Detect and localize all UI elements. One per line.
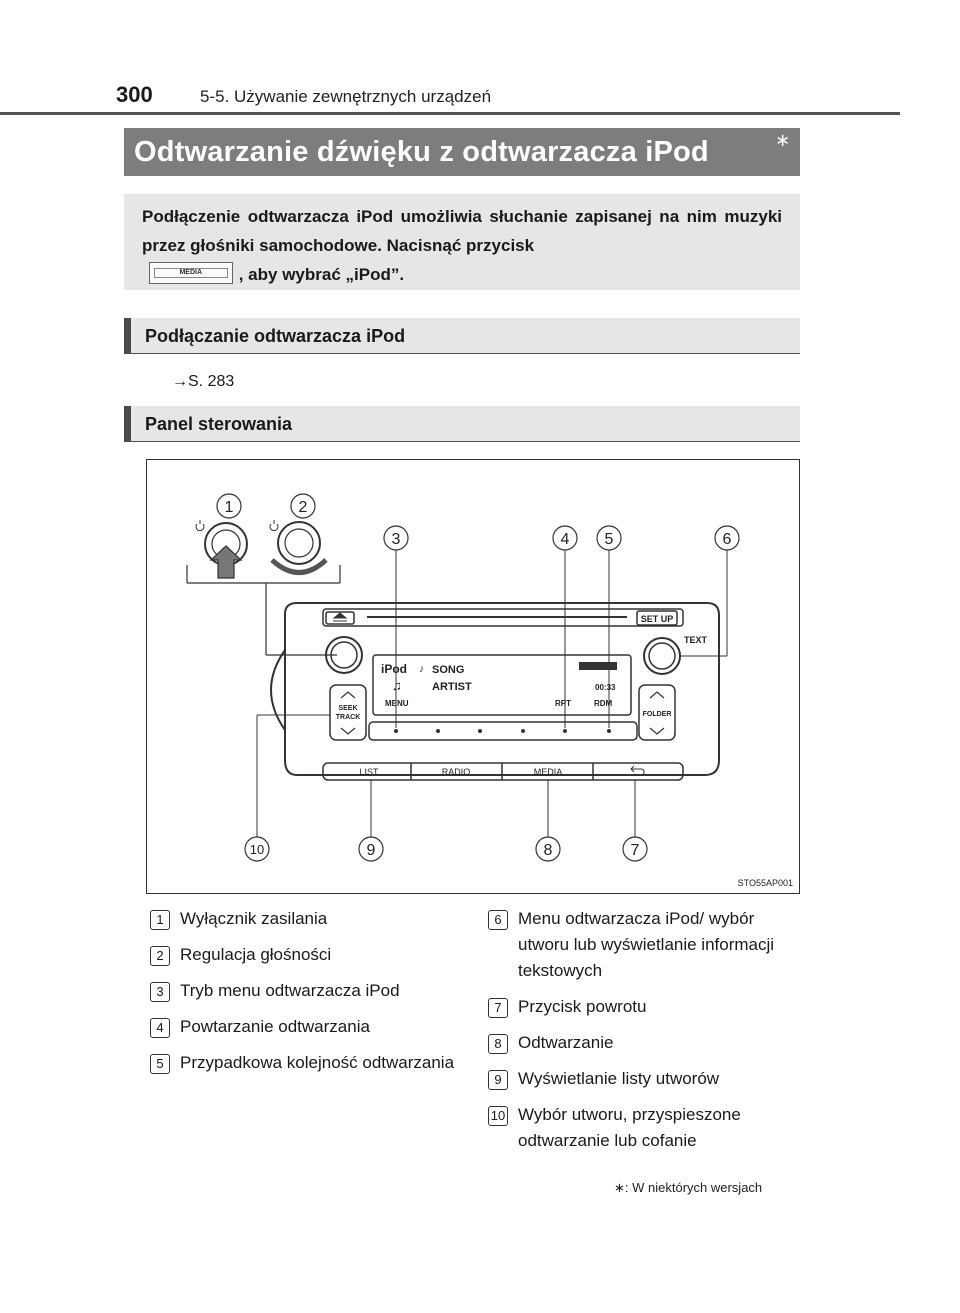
- legend-text: Wyświetlanie listy utworów: [518, 1069, 720, 1088]
- control-panel-figure: [146, 459, 800, 894]
- header-divider: [0, 112, 900, 115]
- legend-number: 4: [150, 1018, 170, 1038]
- legend-number: 6: [488, 910, 508, 930]
- page-title: Odtwarzanie dźwięku z odtwarzacza iPod: [134, 136, 709, 168]
- radio-unit: [271, 603, 719, 780]
- legend-item: [488, 1066, 808, 1092]
- legend-item: [488, 906, 808, 984]
- svg-text:4: 4: [560, 531, 570, 548]
- legend-text: Przycisk powrotu: [518, 997, 647, 1016]
- legend-text: Wybór utworu, przyspieszone odtwarzanie lub cofanie: [518, 1105, 741, 1150]
- display-ipod: iPod: [381, 662, 407, 676]
- callout-2: [291, 494, 315, 518]
- legend-number: 1: [150, 910, 170, 930]
- svg-text:10: 10: [249, 842, 265, 857]
- callout-1: [217, 494, 241, 518]
- intro-text-b: , aby wybrać „iPod”.: [238, 265, 405, 284]
- seek-label: SEEK: [338, 705, 358, 712]
- svg-text:6: 6: [722, 531, 732, 548]
- legend-item: [488, 994, 808, 1020]
- display-menu: MENU: [385, 699, 409, 708]
- media-button-label: MEDIA: [154, 268, 228, 278]
- legend-item: [488, 1030, 808, 1056]
- svg-text:5: 5: [604, 531, 614, 548]
- legend-number: 5: [150, 1054, 170, 1074]
- display-rpt: RPT: [555, 699, 571, 708]
- callout-4: [553, 526, 577, 550]
- svg-text:8: 8: [543, 842, 553, 859]
- legend-text: Menu odtwarzacza iPod/ wybór utworu lub wyświetlanie informacji tekstowych: [518, 909, 775, 980]
- footnote: ∗: W niektórych wersjach: [614, 1180, 763, 1195]
- legend-right: [488, 906, 808, 1164]
- intro-text-a: Podłączenie odtwarzacza iPod umożliwia słuchanie zapisanej na nim muzyki przez głośniki samochodowe. Nacisnąć przycisk: [142, 207, 782, 255]
- media-label: MEDIA: [533, 767, 563, 777]
- page-number: 300: [116, 82, 153, 107]
- legend-item: [150, 942, 470, 968]
- legend-number: 2: [150, 946, 170, 966]
- legend-text: Odtwarzanie: [518, 1033, 614, 1052]
- callout-5: [597, 526, 621, 550]
- subheading-connect: [124, 318, 800, 354]
- folder-label: FOLDER: [642, 711, 672, 718]
- text-label: TEXT: [684, 635, 708, 645]
- callout-10: [245, 837, 269, 861]
- legend-item: [488, 1102, 808, 1154]
- svg-text:9: 9: [366, 842, 376, 859]
- display-rdm: RDM: [594, 699, 613, 708]
- page-reference: →S. 283: [172, 373, 235, 390]
- legend-item: [150, 1050, 470, 1076]
- svg-text:♫: ♫: [392, 678, 402, 693]
- page-title-bar: [124, 128, 800, 176]
- legend-number: 10: [488, 1106, 508, 1126]
- display-artist: ARTIST: [432, 681, 472, 693]
- media-button-icon: [149, 262, 233, 284]
- title-marker: ∗: [775, 130, 791, 150]
- setup-label: SET UP: [640, 614, 674, 624]
- legend-text: Powtarzanie odtwarzania: [180, 1017, 370, 1036]
- track-label: TRACK: [335, 714, 361, 721]
- svg-text:7: 7: [630, 842, 640, 859]
- display-song: SONG: [432, 664, 465, 676]
- svg-text:♪: ♪: [419, 664, 424, 675]
- legend-number: 3: [150, 982, 170, 1002]
- callout-7: [623, 837, 647, 861]
- figure-code: STO55AP001: [737, 878, 793, 888]
- section-title: 5-5. Używanie zewnętrznych urządzeń: [200, 87, 492, 106]
- callout-9: [359, 837, 383, 861]
- intro-box: [124, 194, 800, 290]
- legend-text: Przypadkowa kolejność odtwarzania: [180, 1053, 455, 1072]
- legend-number: 8: [488, 1034, 508, 1054]
- callout-8: [536, 837, 560, 861]
- legend-item: [150, 978, 470, 1004]
- legend-item: [150, 1014, 470, 1040]
- page-header: [110, 78, 900, 114]
- legend-text: Tryb menu odtwarzacza iPod: [180, 981, 400, 1000]
- subheading-connect-label: Podłączanie odtwarzacza iPod: [145, 326, 406, 346]
- intro-text: [142, 202, 782, 289]
- subheading-panel: [124, 406, 800, 442]
- legend-text: Wyłącznik zasilania: [180, 909, 328, 928]
- radio-label: RADIO: [441, 767, 471, 777]
- legend-item: [150, 906, 470, 932]
- subheading-panel-label: Panel sterowania: [145, 414, 293, 434]
- callout-6: [715, 526, 739, 550]
- svg-text:1: 1: [224, 499, 234, 516]
- knob-detail: [187, 520, 340, 655]
- callout-3: [384, 526, 408, 550]
- svg-text:2: 2: [298, 499, 308, 516]
- legend-text: Regulacja głośności: [180, 945, 332, 964]
- list-label: LIST: [359, 767, 379, 777]
- legend-left: [150, 906, 470, 1086]
- display-time: 00:33: [595, 683, 616, 692]
- svg-text:3: 3: [391, 531, 401, 548]
- leader-lines: [257, 550, 727, 837]
- legend-number: 7: [488, 998, 508, 1018]
- legend-number: 9: [488, 1070, 508, 1090]
